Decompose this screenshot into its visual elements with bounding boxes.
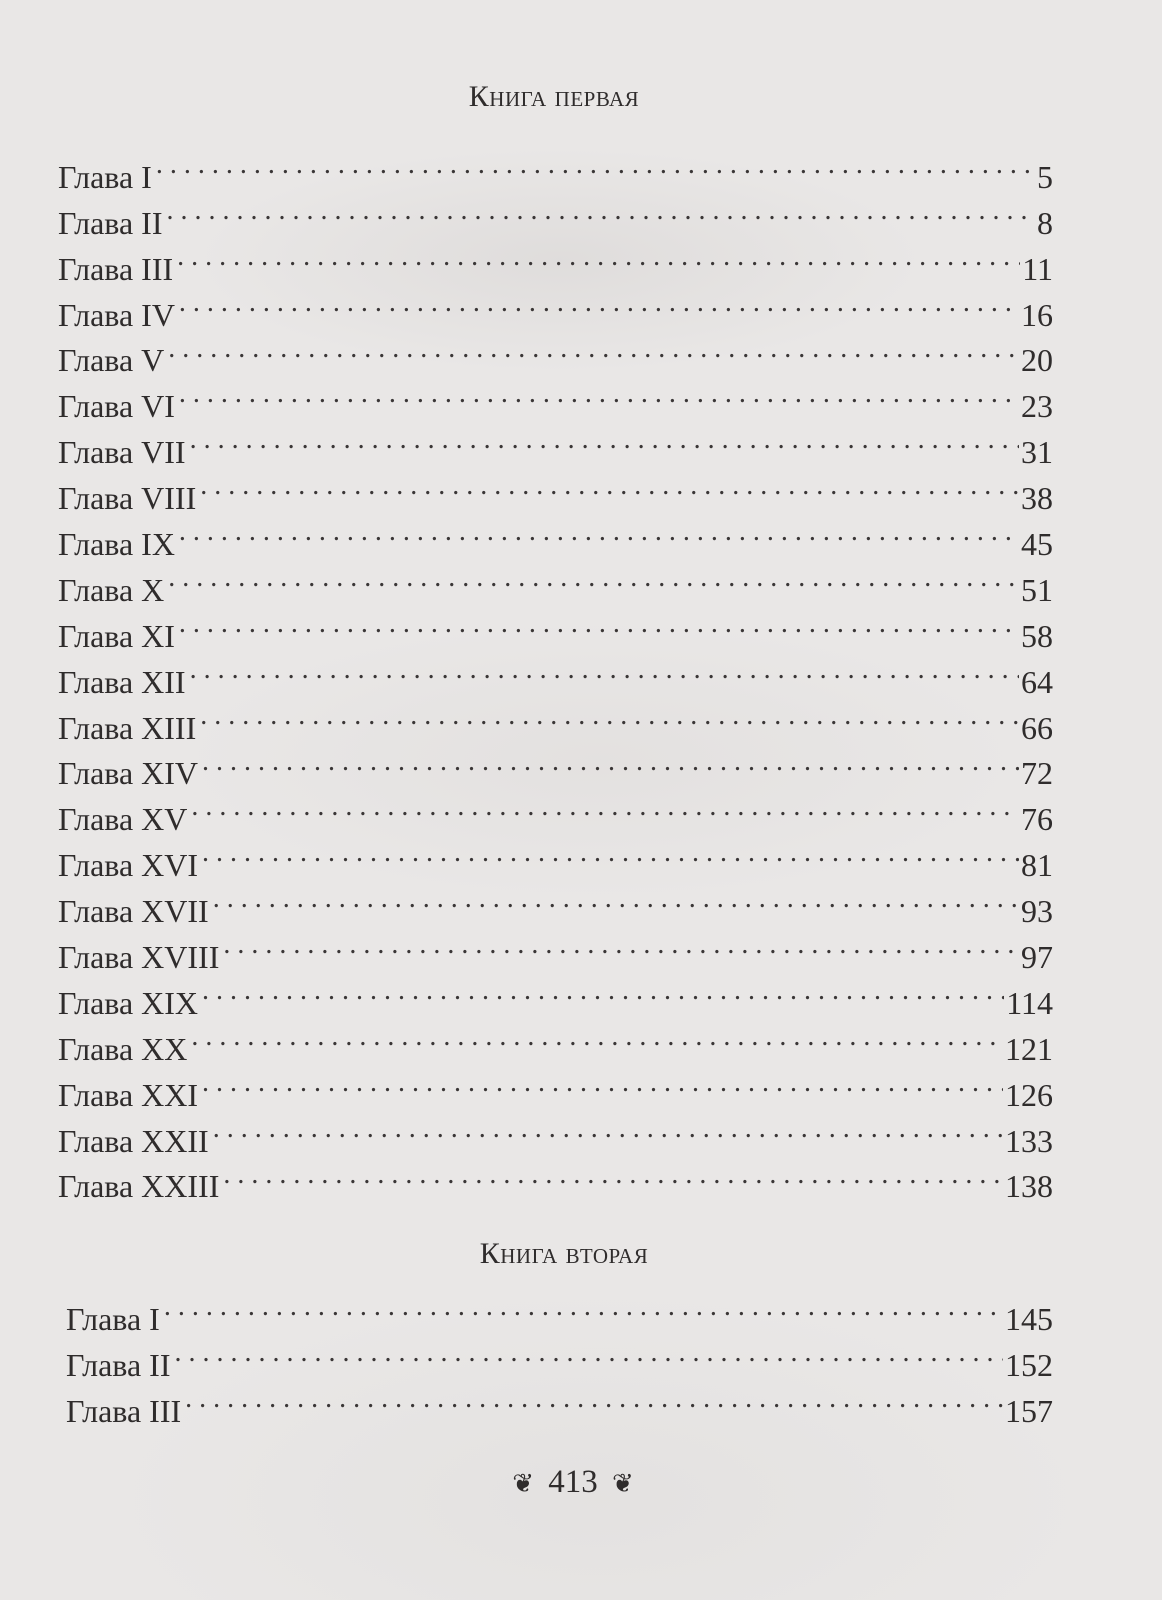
chapter-label: Глава XI bbox=[58, 617, 175, 654]
chapter-label: Глава XVI bbox=[58, 847, 199, 884]
chapter-label: Глава III bbox=[58, 250, 174, 287]
toc-entry bbox=[58, 1014, 1053, 1067]
dot-leader bbox=[166, 188, 1033, 234]
dot-leader bbox=[168, 326, 1019, 372]
chapter-page-number: 31 bbox=[1021, 434, 1053, 471]
chapter-label: Глава V bbox=[58, 342, 165, 379]
toc-entry bbox=[58, 234, 1053, 287]
dot-leader bbox=[179, 371, 1019, 417]
chapter-page-number: 133 bbox=[1005, 1122, 1053, 1159]
chapter-label: Глава XXIII bbox=[58, 1168, 220, 1205]
dot-leader bbox=[223, 1152, 1003, 1198]
chapter-page-number: 20 bbox=[1021, 342, 1053, 379]
chapter-page-number: 5 bbox=[1037, 158, 1053, 195]
chapter-page-number: 76 bbox=[1021, 801, 1053, 838]
chapter-page-number: 72 bbox=[1021, 755, 1053, 792]
toc-entry bbox=[66, 1376, 1053, 1429]
chapter-label: Глава VII bbox=[58, 434, 186, 471]
chapter-page-number: 121 bbox=[1005, 1030, 1053, 1067]
dot-leader bbox=[200, 693, 1019, 739]
dot-leader bbox=[213, 1106, 1003, 1152]
chapter-page-number: 51 bbox=[1021, 571, 1053, 608]
dot-leader bbox=[179, 509, 1019, 555]
toc-entry bbox=[66, 1284, 1053, 1337]
chapter-page-number: 93 bbox=[1021, 893, 1053, 930]
chapter-page-number: 11 bbox=[1022, 250, 1053, 287]
fleuron-right-icon: ❦ bbox=[612, 1469, 634, 1499]
toc-entry bbox=[58, 417, 1053, 471]
chapter-label: Глава XII bbox=[58, 663, 186, 700]
chapter-label: Глава VIII bbox=[58, 480, 197, 517]
chapter-page-number: 64 bbox=[1021, 663, 1053, 700]
dot-leader bbox=[191, 1014, 1003, 1060]
chapter-label: Глава I bbox=[66, 1300, 160, 1337]
chapter-page-number: 38 bbox=[1021, 480, 1053, 517]
chapter-page-number: 23 bbox=[1021, 388, 1053, 425]
chapter-label: Глава XVIII bbox=[58, 939, 220, 976]
chapter-label: Глава I bbox=[58, 158, 152, 195]
dot-leader bbox=[202, 968, 1004, 1014]
toc-entry bbox=[58, 371, 1053, 425]
dot-leader bbox=[190, 417, 1019, 463]
toc-entry bbox=[58, 1060, 1053, 1113]
toc-entry bbox=[58, 784, 1053, 838]
toc-entry bbox=[58, 876, 1053, 930]
toc-entry bbox=[58, 647, 1053, 700]
book-two-chapter-list bbox=[66, 1284, 1053, 1429]
chapter-label: Глава II bbox=[58, 204, 163, 241]
chapter-label: Глава IX bbox=[58, 526, 175, 563]
toc-entry bbox=[58, 693, 1053, 746]
chapter-page-number: 145 bbox=[1005, 1300, 1053, 1337]
chapter-page-number: 126 bbox=[1005, 1076, 1053, 1113]
toc-entry bbox=[58, 188, 1053, 241]
chapter-label: Глава II bbox=[66, 1346, 171, 1383]
chapter-label: Глава VI bbox=[58, 388, 175, 425]
toc-entry bbox=[58, 326, 1053, 379]
chapter-page-number: 114 bbox=[1006, 984, 1053, 1021]
chapter-label: Глава XVII bbox=[58, 893, 209, 930]
chapter-page-number: 45 bbox=[1021, 526, 1053, 563]
chapter-label: Глава IV bbox=[58, 296, 175, 333]
dot-leader bbox=[202, 830, 1019, 876]
toc-entry bbox=[58, 830, 1053, 884]
toc-entry bbox=[58, 1106, 1053, 1159]
chapter-label: Глава XXII bbox=[58, 1122, 209, 1159]
chapter-label: Глава XV bbox=[58, 801, 188, 838]
toc-entry bbox=[58, 509, 1053, 563]
chapter-label: Глава XXI bbox=[58, 1076, 199, 1113]
toc-entry bbox=[58, 968, 1053, 1021]
dot-leader bbox=[202, 1060, 1003, 1106]
dot-leader bbox=[174, 1330, 1003, 1376]
chapter-label: Глава XX bbox=[58, 1030, 188, 1067]
book-one-chapter-list bbox=[58, 142, 1053, 1205]
chapter-label: Глава III bbox=[66, 1392, 182, 1429]
fleuron-left-icon: ❦ bbox=[512, 1469, 534, 1499]
chapter-page-number: 66 bbox=[1021, 709, 1053, 746]
chapter-label: Глава XIX bbox=[58, 984, 199, 1021]
dot-leader bbox=[200, 463, 1019, 509]
book-one-title: Книга первая bbox=[468, 80, 640, 113]
toc-entry bbox=[58, 739, 1053, 792]
book-two-title: Книга вторая bbox=[479, 1237, 649, 1270]
page-number: 413 bbox=[548, 1464, 598, 1500]
dot-leader bbox=[168, 555, 1019, 601]
toc-entry bbox=[58, 463, 1053, 517]
dot-leader bbox=[190, 647, 1019, 693]
toc-entry bbox=[58, 601, 1053, 654]
toc-page bbox=[58, 0, 1058, 1600]
toc-entry bbox=[58, 280, 1053, 333]
dot-leader bbox=[177, 234, 1020, 280]
dot-leader bbox=[213, 876, 1019, 922]
chapter-page-number: 97 bbox=[1021, 939, 1053, 976]
dot-leader bbox=[156, 142, 1033, 188]
dot-leader bbox=[191, 784, 1019, 830]
chapter-page-number: 138 bbox=[1005, 1168, 1053, 1205]
dot-leader bbox=[202, 739, 1019, 785]
chapter-page-number: 152 bbox=[1005, 1346, 1053, 1383]
toc-entry bbox=[66, 1330, 1053, 1383]
chapter-label: Глава X bbox=[58, 571, 165, 608]
dot-leader bbox=[179, 601, 1019, 647]
toc-entry bbox=[58, 555, 1053, 608]
dot-leader bbox=[179, 280, 1019, 326]
page-folio bbox=[0, 1464, 1162, 1501]
chapter-label: Глава XIII bbox=[58, 709, 197, 746]
chapter-page-number: 16 bbox=[1021, 296, 1053, 333]
chapter-page-number: 8 bbox=[1037, 204, 1053, 241]
toc-entry bbox=[58, 142, 1053, 195]
chapter-page-number: 157 bbox=[1005, 1392, 1053, 1429]
dot-leader bbox=[164, 1284, 1003, 1330]
dot-leader bbox=[223, 922, 1019, 968]
dot-leader bbox=[185, 1376, 1003, 1422]
chapter-page-number: 58 bbox=[1021, 617, 1053, 654]
chapter-page-number: 81 bbox=[1021, 847, 1053, 884]
chapter-label: Глава XIV bbox=[58, 755, 199, 792]
